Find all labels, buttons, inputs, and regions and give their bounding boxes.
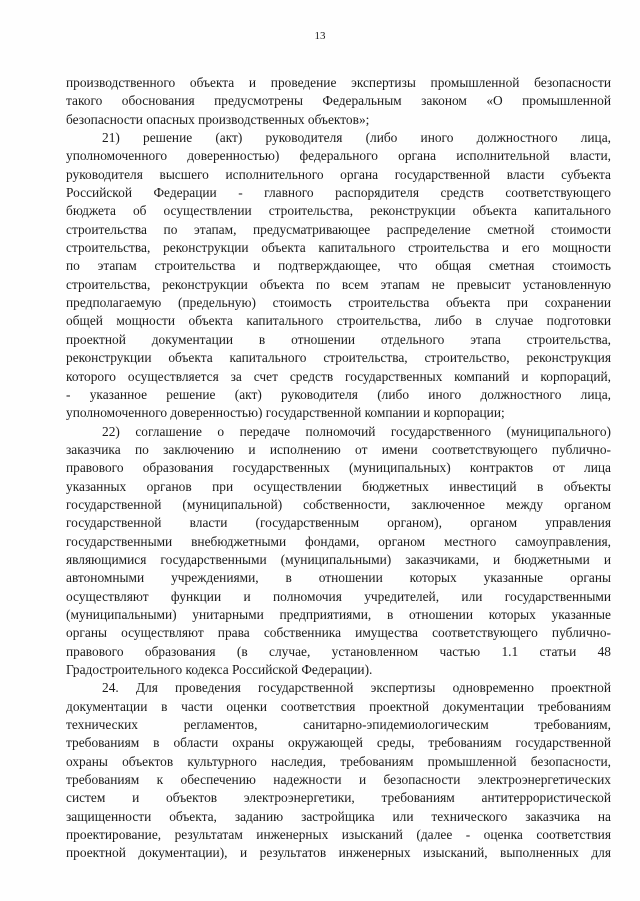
text-line: проектирование, результатам инженерных изысканий (далее - оценка соответствия	[66, 827, 611, 843]
text-line: строительства, реконструкции объекта капитального строительства и его мощности	[66, 240, 611, 256]
text-line: такого обоснования предусмотрены Федеральным законом «О промышленной	[66, 93, 611, 109]
text-line: по этапам строительства и подтверждающее, что общая сметная стоимость	[66, 258, 611, 274]
text-line: строительства по этапам, предусматривающее распределение сметной стоимости	[66, 221, 611, 237]
text-line: требованиям к обеспечению надежности и безопасности электроэнергетических	[66, 772, 611, 788]
text-line: реконструкции объекта капитального строительства, строительство, реконструкция	[66, 350, 611, 366]
text-line: автономными учреждениями, в отношении которых указанные органы	[66, 570, 611, 586]
text-line: 24. Для проведения государственной экспертизы одновременно проектной	[102, 680, 611, 696]
text-line: 22) соглашение о передаче полномочий государственного (муниципального)	[102, 423, 611, 439]
text-line: безопасности опасных производственных объектов»;	[66, 111, 370, 127]
text-line: уполномоченного доверенностью) государственной компании и корпорации;	[66, 405, 505, 421]
text-line: охраны объектов культурного наследия, требованиям промышленной безопасности,	[66, 753, 611, 769]
text-line: бюджета об осуществлении строительства, реконструкции объекта капитального	[66, 203, 611, 219]
text-line: уполномоченного доверенностью) федерального органа исполнительной власти,	[66, 148, 611, 164]
text-line: предполагаемую (предельную) стоимость строительства объекта при сохранении	[66, 295, 611, 311]
page-number: 13	[314, 30, 326, 42]
text-line: строительства, реконструкции объекта по всем этапам не превысит установленную	[66, 276, 611, 292]
text-line: технических регламентов, санитарно-эпидемиологическим требованиям,	[66, 717, 611, 733]
text-line: государственной власти (государственным органом), органом управления	[66, 515, 611, 531]
text-line: систем и объектов электроэнергетики, требованиям антитеррористической	[66, 790, 611, 806]
text-line: правового образования государственных (муниципальных) контрактов от лица	[66, 460, 611, 476]
text-line: руководителя высшего исполнительного органа государственной власти субъекта	[66, 166, 611, 182]
text-line: производственного объекта и проведение экспертизы промышленной безопасности	[66, 75, 611, 90]
text-line: осуществляют функции и полномочия учредителей, или государственными	[66, 588, 611, 604]
text-line: документации в части оценки соответствия проектной документации требованиям	[66, 698, 611, 714]
text-line: Градостроительного кодекса Российской Федерации).	[66, 662, 373, 677]
text-line: Российской Федерации - главного распорядителя средств соответствующего	[66, 185, 611, 201]
text-line: (муниципальными) унитарными предприятиями, в отношении которых указанные	[66, 606, 611, 622]
text-line: проектной документации в отношении отдельного этапа строительства,	[66, 331, 611, 347]
text-line: заказчика по заключению и исполнению от имени соответствующего публично-	[66, 441, 611, 457]
text-line: общей мощности объекта капитального строительства, либо в случае подготовки	[66, 313, 611, 329]
text-line: защищенности объекта, заданию застройщика или технического заказчика на	[66, 808, 611, 824]
text-line: органы осуществляют права собственника имущества соответствующего публично-	[66, 625, 611, 641]
text-line: 21) решение (акт) руководителя (либо иного должностного лица,	[102, 130, 611, 146]
document-body	[66, 74, 611, 863]
text-line: - указанное решение (акт) руководителя (либо иного должностного лица,	[66, 386, 611, 402]
text-line: проектной документации), и результатов инженерных изысканий, выполненных для	[66, 845, 611, 861]
text-line: государственной (муниципальной) собственности, заключенное между органом	[66, 496, 611, 512]
text-line: которого осуществляется за счет средств государственных компаний и корпораций,	[66, 368, 611, 384]
text-line: указанных органов при осуществлении бюджетных инвестиций в объекты	[66, 478, 611, 494]
text-line: правового образования (в случае, установленном частью 1.1 статьи 48	[66, 643, 611, 659]
text-line: государственными внебюджетными фондами, органом местного самоуправления,	[66, 533, 611, 549]
text-line: являющимися государственными (муниципальными) заказчиками, и бюджетными и	[66, 551, 611, 567]
text-line: требованиям в области охраны окружающей среды, требованиям государственной	[66, 735, 611, 751]
